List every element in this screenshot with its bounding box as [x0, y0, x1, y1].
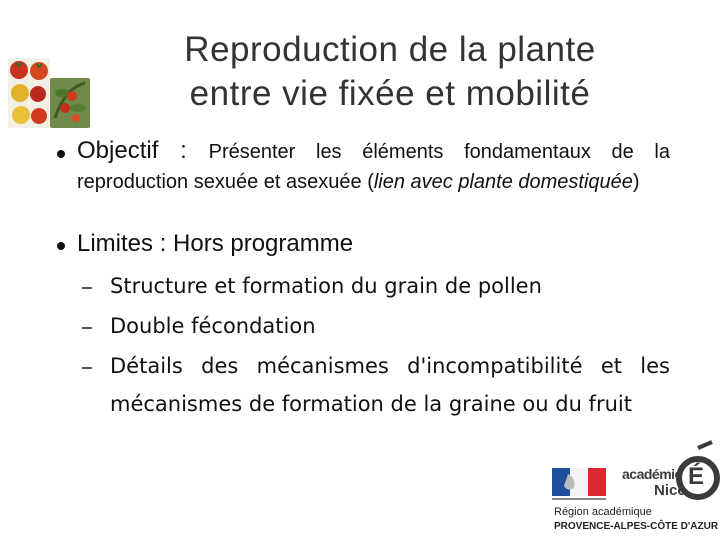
objectif-paragraph — [77, 136, 670, 197]
region-line-1: Région académique — [554, 506, 652, 518]
limites-item-3: Détails des mécanismes d'incompatibilité et les mécanismes de formation de la graine ou du fruit — [110, 354, 670, 416]
tomato-varieties-image — [8, 58, 50, 128]
dash-bullet-1 — [82, 287, 92, 289]
limites-item-1: Structure et formation du grain de pollen — [110, 274, 542, 298]
limites-heading: Limites : Hors programme — [77, 230, 354, 257]
institution-logos — [550, 440, 720, 540]
tomato-plant-image — [50, 78, 90, 128]
title-line-1: Reproduction de la plante — [184, 30, 596, 69]
objectif-italic: lien avec plante domestiquée — [373, 171, 633, 193]
objectif-label: Objectif : — [77, 137, 209, 164]
region-line-2: PROVENCE-ALPES-CÔTE D'AZUR — [554, 521, 719, 532]
title-line-2: entre vie fixée et mobilité — [189, 74, 591, 113]
objectif-text: Présenter les éléments fondamentaux de la reproduction sexuée et asexuée ( — [77, 141, 670, 193]
limites-item-2: Double fécondation — [110, 314, 316, 338]
nice-label: Nice — [654, 482, 686, 499]
bullet-objectif — [57, 150, 65, 158]
academie-label: académie — [622, 466, 682, 482]
e-letter: É — [688, 463, 705, 490]
objectif-text-end: ) — [632, 171, 640, 193]
dash-bullet-3 — [82, 367, 92, 369]
bullet-limites — [57, 242, 65, 250]
page-title — [90, 28, 690, 116]
dash-bullet-2 — [82, 327, 92, 329]
